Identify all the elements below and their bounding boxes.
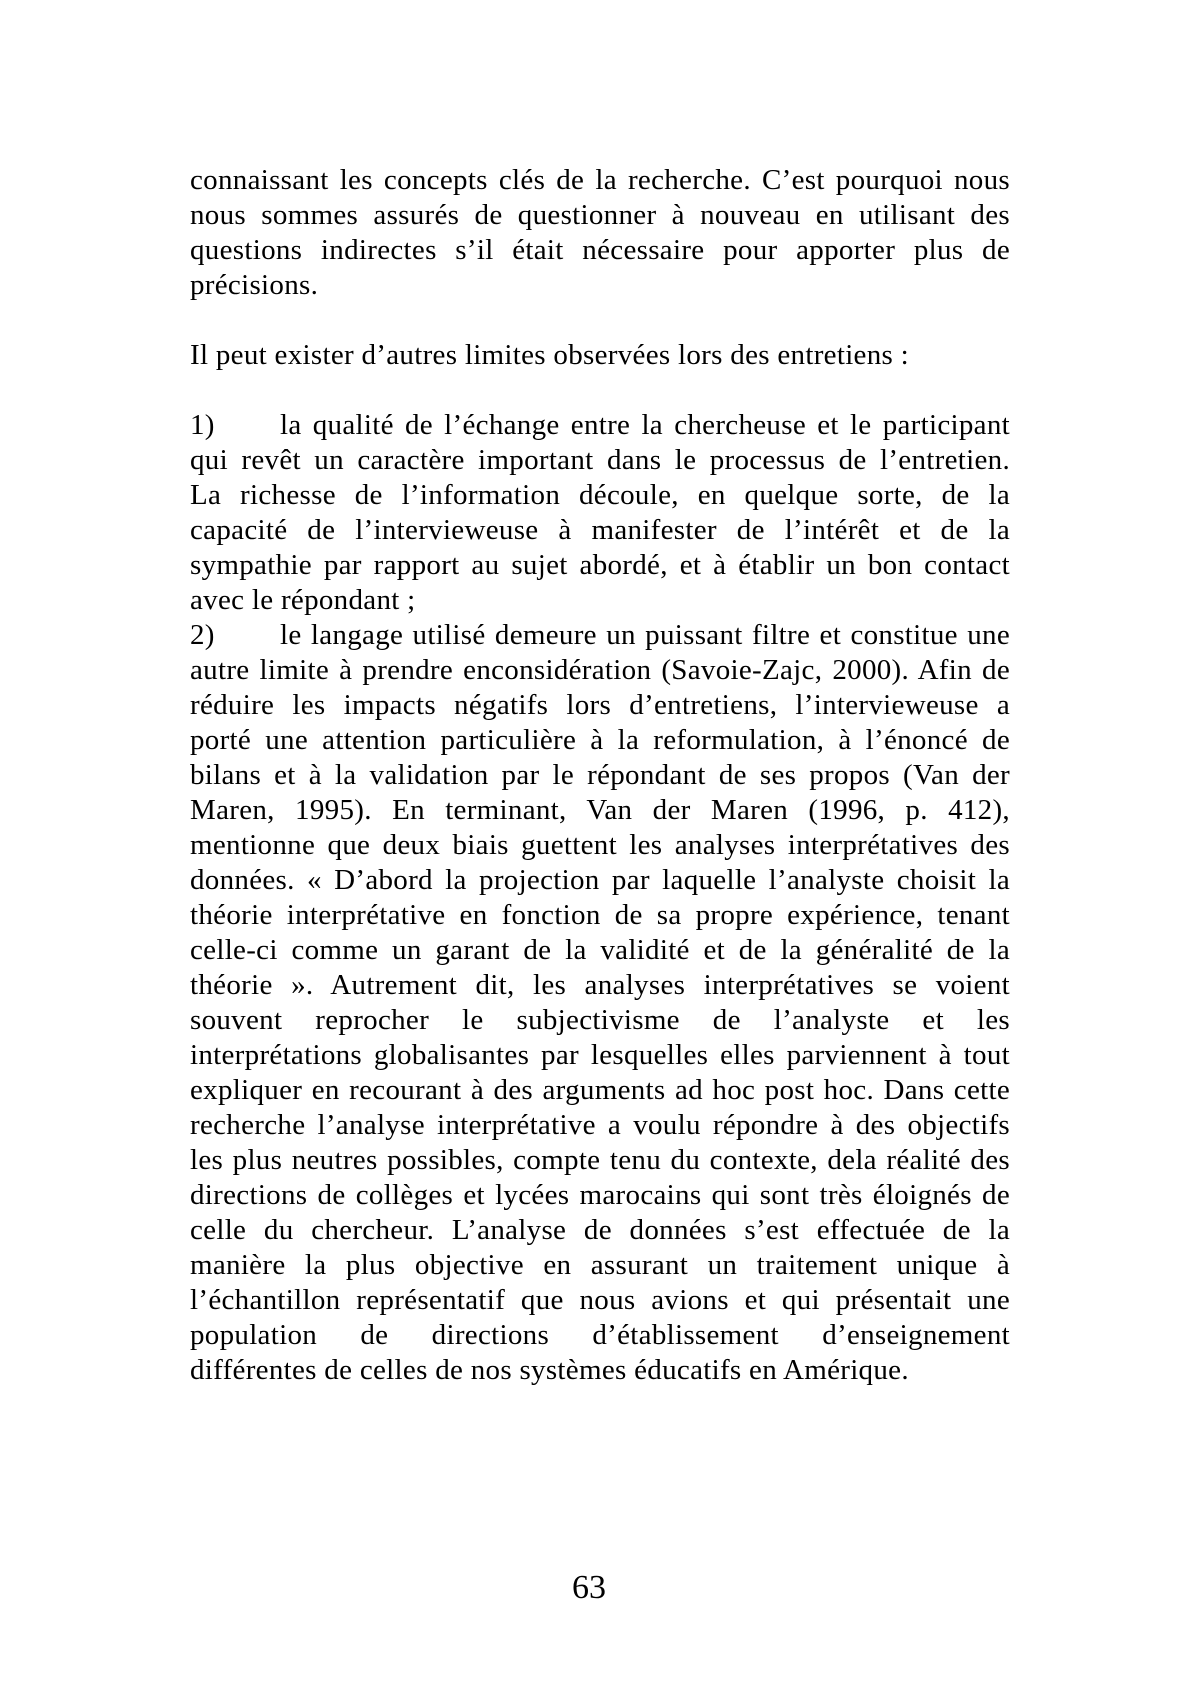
text-line: souvent reprocher le subjectivisme de l’analyste et les (190, 1004, 1010, 1036)
text-line: avec le répondant ; (190, 584, 416, 616)
text-line: théorie interprétative en fonction de sa propre expérience, tenant (190, 899, 1010, 931)
text-line: expliquer en recourant à des arguments ad hoc post hoc. Dans cette (190, 1074, 1010, 1106)
text-line: interprétations globalisantes par lesquelles elles parviennent à tout (190, 1039, 1010, 1071)
text-line: qui revêt un caractère important dans le processus de l’entretien. (190, 444, 1010, 476)
text-line: celle du chercheur. L’analyse de données s’est effectuée de la (190, 1214, 1010, 1246)
text-line: porté une attention particulière à la reformulation, à l’énoncé de (190, 724, 1010, 756)
text-line: mentionne que deux biais guettent les analyses interprétatives des (190, 829, 1010, 861)
text-line: sympathie par rapport au sujet abordé, et à établir un bon contact (190, 549, 1010, 581)
text-line: 2) le langage utilisé demeure un puissant filtre et constitue une (190, 619, 1010, 651)
text-line: les plus neutres possibles, compte tenu du contexte, dela réalité des (190, 1144, 1010, 1176)
list-item-number: 2) (190, 619, 215, 651)
text-line: population de directions d’établissement d’enseignement (190, 1319, 1010, 1351)
paragraph-intro (190, 163, 1010, 303)
text-line: bilans et à la validation par le répondant de ses propos (Van der (190, 759, 1010, 791)
text-line: précisions. (190, 269, 319, 301)
text-line: autre limite à prendre enconsidération (Savoie-Zajc, 2000). Afin de (190, 654, 1010, 686)
text-line: celle-ci comme un garant de la validité et de la généralité de la (190, 934, 1010, 966)
text-line: données. « D’abord la projection par laquelle l’analyste choisit la (190, 864, 1010, 896)
text-line: l’échantillon représentatif que nous avions et qui présentait une (190, 1284, 1010, 1316)
list-item-2 (190, 618, 1010, 1388)
text-line: questions indirectes s’il était nécessaire pour apporter plus de (190, 234, 1010, 266)
text-line: 1) la qualité de l’échange entre la chercheuse et le participant (190, 409, 1010, 441)
text-line: recherche l’analyse interprétative a voulu répondre à des objectifs (190, 1109, 1010, 1141)
text-line: réduire les impacts négatifs lors d’entretiens, l’intervieweuse a (190, 689, 1010, 721)
page-content (190, 163, 1010, 1388)
list-item-number: 1) (190, 409, 215, 441)
text-line: manière la plus objective en assurant un traitement unique à (190, 1249, 1010, 1281)
text-line: capacité de l’intervieweuse à manifester de l’intérêt et de la (190, 514, 1010, 546)
text-line: directions de collèges et lycées marocains qui sont très éloignés de (190, 1179, 1010, 1211)
list-item-1 (190, 408, 1010, 618)
paragraph-limites-intro (190, 338, 1010, 373)
text-line: différentes de celles de nos systèmes éducatifs en Amérique. (190, 1354, 909, 1386)
text-line: théorie ». Autrement dit, les analyses interprétatives se voient (190, 969, 1010, 1001)
text-line: nous sommes assurés de questionner à nouveau en utilisant des (190, 199, 1010, 231)
page-number: 63 (572, 1569, 606, 1606)
text-line: Il peut exister d’autres limites observées lors des entretiens : (190, 339, 910, 371)
text-line: Maren, 1995). En terminant, Van der Maren (1996, p. 412), (190, 794, 1010, 826)
text-line: La richesse de l’information découle, en quelque sorte, de la (190, 479, 1010, 511)
text-line: connaissant les concepts clés de la recherche. C’est pourquoi nous (190, 164, 1010, 196)
